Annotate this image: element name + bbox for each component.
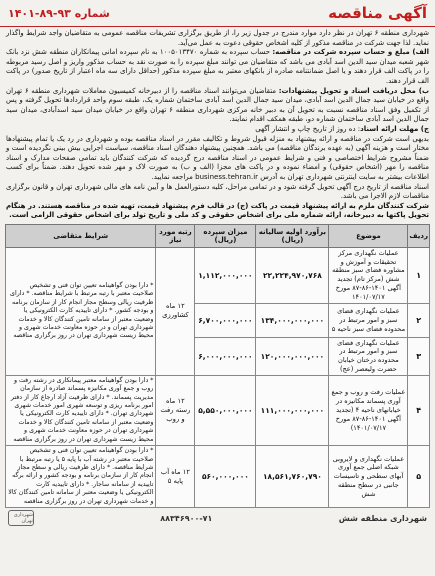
deposit-label: الف) مبلغ و حساب سپرده شرکت در مناقصه:	[272, 48, 429, 57]
notice-header	[0, 0, 435, 27]
municipality-logo-icon: شهرداری تهران	[8, 510, 34, 526]
row-deposit: ۵,۵۵۰,۰۰۰,۰۰۰	[195, 375, 256, 445]
organization-name: شهرداری منطقه شش	[338, 513, 427, 523]
deposit-paragraph	[6, 48, 429, 86]
row-rank: ۱۲ ماه رسته رفت و روب	[156, 375, 195, 445]
deadline-label: ج) مهلت ارائه اسناد	[360, 124, 429, 133]
row-index: ۲	[408, 303, 430, 337]
row-conditions: * دارا بودن گواهینامه تعیین توان فنی و تشخیص صلاحیت معتبر در رشته آب با پایه ۵ یا رتبه مرتبط با شرایط مناقصه. * دارای ظرفیت ریالی و سطح مجاز انجام کار از سازمان برنامه و بودجه کشور و ارائه برگه تاییدیه از سامانه ساجار. * دارای تاییدیه کارت الکترونیکی یا وضعیت معتبر از سامانه تامین کنندگان کالا و خدمات شهرداری تهران در روز برگزاری مناقصه	[6, 446, 156, 508]
tender-table	[5, 224, 430, 508]
col-rank-header: رتبه مورد نیاز	[156, 224, 195, 247]
deposit-text: حساب سپرده به شماره ۱۰۰۵۰۱۳۴۷۰ به نام سپرده امانی پیمانکاران منطقه شش نزد بانک شهر شعبه میدان سید الدین اسد آبادی می باشد که متقاضیان می توانند مبلغ سپرده را به صورت نقد به حساب مذکور واریز و اصل رسید مربوطه را در پاکت الف قرار دهند و یا اصل ضمانتنامه صادره از بانکهای معتبر به مبلغ سپرده مذکور (حداقل دارای سه ماه اعتبار از تاریخ صدور) در پاکت الف قرار دهند.	[6, 48, 429, 85]
row-index: ۴	[408, 375, 430, 445]
row-conditions: * دارا بودن گواهینامه تعیین توان فنی و تشخیص صلاحیت معتبر با رتبه مرتبط با شرایط مناقصه. * دارای ظرفیت ریالی وسطح مجاز انجام کار از سازمان برنامه و بودجه کشور. * دارای تاییدیه کارت الکترونیکی یا وضعیت معتبر از سامانه تامین کنندگان کالا و خدمات شهرداری تهران و در حوزه معاونت خدمات شهری و محیط زیست شهرداری تهران در روز برگزاری مناقصه	[6, 247, 156, 375]
row-index: ۵	[408, 446, 430, 508]
col-budget-header: برآورد اولیه سالیانه (ریال)	[256, 224, 329, 247]
col-deposit-header: میزان سپرده (ریال)	[195, 224, 256, 247]
col-index-header: ردیف	[408, 224, 430, 247]
row-rank: ۱۲ ماه آب پایه ۵	[156, 446, 195, 508]
row-index: ۱	[408, 247, 430, 303]
row-subject: عملیات نگهداری و لایروبی شبکه اصلی جمع آوری آبهای سطحی و تاسیسات جانبی در سطح منطقه شش	[329, 446, 408, 508]
row-index: ۳	[408, 337, 430, 375]
notice-footer	[0, 508, 435, 526]
table-row	[6, 446, 430, 508]
row-deposit: ۱,۱۱۲,۰۰۰,۰۰۰	[195, 247, 256, 303]
row-deposit: ۶,۰۰۰,۰۰۰,۰۰۰	[195, 337, 256, 375]
regulations-paragraph: اسناد مناقصه از تاریخ درج آگهی تحویل گرفته شود و در تمامی مراحل، کلیه دستورالعمل ها و آیین نامه های مالی شهرداری تهران و قانون برگزاری مناقصات لازم الاجرا می باشد.	[6, 182, 429, 201]
phone-number: ۸۸۳۴۶۹۰۰-۷۱	[160, 513, 213, 523]
price-offer-paragraph: شرکت کنندگان ملزم به ارائه پیشنهاد قیمت در پاکت (ج) در قالب فرم پیشنهاد قیمت، تهیه شده در مناقصه هستند. در هنگام تحویل پاکتها به دبیرخانه، ارائه شماره ملی برای اشخاص حقوقی و کد ملی و تاریخ تولد برای اشخاص حقوقی الزامی است.	[6, 201, 429, 220]
terms-paragraph: بدیهی است شرکت در مناقصه و ارائه پیشنهاد به منزله قبول شروط و تکالیف مقرر در اسناد مناقصه بوده و شهرداری در رد یک یا تمام پیشنهادها مختار است و هزینه آگهی (به عهده برندگان مناقصه) می باشد. همچنین پیشنهاد دهندگان اسناد مناقصه، سیاست اجرایی بیش بینی نگردیده است و ضمناً مشروح شرایط اختصاصی و فنی و شرایط عمومی در اسناد مناقصه درج گردیده که شرکت کنندگان باید تمامی صفحات مدارک و اسناد مناقصه را مهر (اشخاص حقوقی) و امضاء نموده و در پاکت های مجزا (الف و ب) به صورت لاک و مهر شده تحویل دهند. ضمناً برای کسب اطلاعات بیشتر به سایت اینترنتی شهرداری تهران به آدرس business.tehran.ir مراجعه نمایید.	[6, 134, 429, 181]
deadline-text: : ده روز از تاریخ چاپ و انتشار آگهی	[255, 124, 361, 133]
row-deposit: ۶,۷۰۰,۰۰۰,۰۰۰	[195, 303, 256, 337]
row-rank: ۱۲ ماه کشاورزی	[156, 247, 195, 375]
row-subject: عملیات رفت و روب و جمع آوری پسماند مکانیزه در خیابانهای ناحیه ۴ (تجدید آگهی ۱۴۰۱-۸۶-۸۷ مورخ ۱۴۰۱/۰۷/۱۷)	[329, 375, 408, 445]
notice-body	[0, 27, 435, 221]
row-budget: ۱۸,۵۶۱,۷۶۰,۷۹۰	[256, 446, 329, 508]
deadline-paragraph	[6, 125, 429, 135]
intro-paragraph: شهرداری منطقه ۶ تهران در نظر دارد موارد مندرج در جدول زیر را، از طریق برگزاری تشریفات مناقصه عمومی به متقاضیان واجد شرایط واگذار نماید. لذا جهت شرکت در مناقصه مذکور از کلیه اشخاص حقوقی دعوت به عمل می‌آید.	[6, 29, 429, 47]
table-row	[6, 247, 430, 303]
row-subject: عملیات نگهداری فضای سبز و امور مرتبط در محدوده فضای سبز ناحیه ۵	[329, 303, 408, 337]
col-subject-header: موضوع	[329, 224, 408, 247]
documents-text: متقاضیان می‌توانند اسناد مناقصه را از دبیرخانه کمیسیون معاملات شهرداری منطقه ۶ تهران واقع در خیابان سید جمال الدین اسد آبادی، میدان سید جمال الدین اسد آبادی ساختمان شماره یک، طبقه سوم واحد قراردادها تحویل گرفته و پس از تکمیل وفق اسناد مناقصه نسبت به تحویل آن به دبیر خانه مرکزی شهرداری منطقه ۶ تهران واقع در خیابان میدان سید اسدآبادی، میدان سید جمال الدین اسد آبادی ساختمان شماره دو، طبقه همکف اقدام نمایند.	[6, 86, 430, 124]
row-budget: ۱۱۱,۰۰۰,۰۰۰,۰۰۰	[256, 375, 329, 445]
documents-label: ب) محل دریافت اسناد و تحویل پیشنهادات:	[278, 86, 430, 95]
table-header-row	[6, 224, 430, 247]
row-budget: ۱۲۰,۰۰۰,۰۰۰,۰۰۰	[256, 337, 329, 375]
documents-paragraph	[6, 87, 429, 125]
row-budget: ۲۲,۲۲۴,۹۷۰,۷۶۸	[256, 247, 329, 303]
notice-number: شماره ۹۳-۸۹-۱۴۰۱	[8, 6, 110, 20]
row-conditions: * دارا بودن گواهینامه معتبر پیمانکاری در رشته رفت و روب و جمع آوری مکانیزه پسماند صادره از سازمان مدیریت پسماند. * دارای ظرفیت آزاد ارجاع کار از دفتر امور برنامه ریزی و توسعه شهری امور خدمات شهری شهرداری تهران. * دارای تاییدیه کارت الکترونیکی یا وضعیت معتبر از سامانه تامین کنندگان کالا و خدمات شهرداری تهران در حوزه معاونت خدمات شهری و محیط زیست شهرداری تهران در روز برگزاری مناقصه	[6, 375, 156, 445]
col-conditions-header: شرایط متقاضی	[6, 224, 156, 247]
notice-title: آگهی مناقصه	[328, 4, 427, 22]
row-budget: ۱۳۴,۰۰۰,۰۰۰,۰۰۰	[256, 303, 329, 337]
row-deposit: ۵۶۰,۰۰۰,۰۰۰	[195, 446, 256, 508]
row-subject: عملیات نگهداری مرکز تحقیقات و آموزش و مشاوره فضای سبز منطقه شش (مرکز تام) تجدید آگهی ۱۴۰۱-۸۶-۸۷ مورخ ۱۴۰۱/۰۷/۱۷	[329, 247, 408, 303]
table-row	[6, 375, 430, 445]
row-subject: عملیات نگهداری فضای سبز و امور مرتبط در محدوده درختان خیابان حضرت ولیعصر (عج)	[329, 337, 408, 375]
